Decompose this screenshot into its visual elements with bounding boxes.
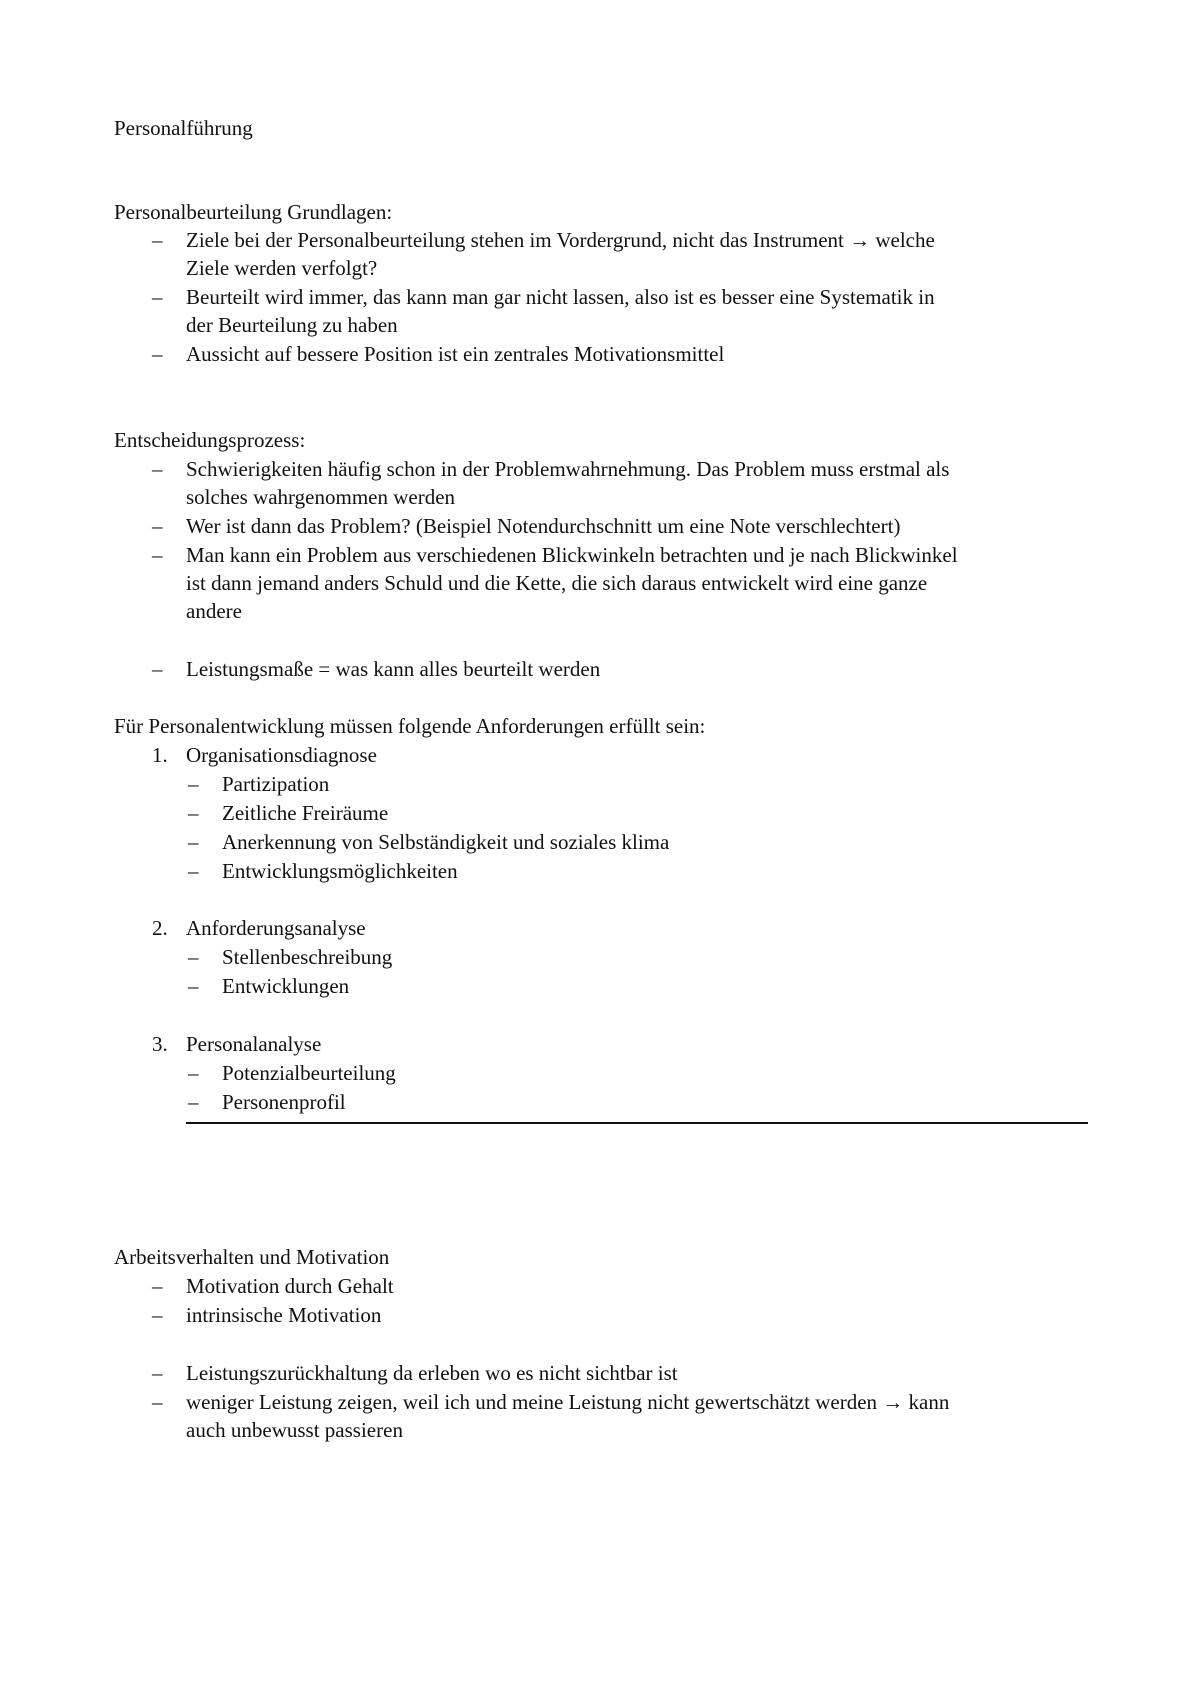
sub-bullet-text: Partizipation [222, 772, 330, 796]
sub-bullet-text: Potenzialbeurteilung [222, 1061, 396, 1085]
sub-bullet-text: Stellenbeschreibung [222, 945, 393, 969]
bullet-dash: – [152, 1390, 163, 1414]
bullet-dash: – [152, 1274, 163, 1298]
list-number: 2. [152, 916, 168, 940]
bullet-text-line: solches wahrgenommen werden [186, 485, 456, 509]
bullet-text-line: andere [186, 599, 242, 623]
bullet-text-line: auch unbewusst passieren [186, 1418, 403, 1442]
list-item-label: Organisationsdiagnose [186, 743, 377, 767]
bullet-text-line: Leistungsmaße = was kann alles beurteilt werden [186, 657, 601, 681]
section-heading-arbeitsverhalten: Arbeitsverhalten und Motivation [114, 1245, 390, 1269]
bullet-dash: – [152, 514, 163, 538]
section-heading-entscheidungsprozess: Entscheidungsprozess: [114, 428, 306, 452]
section-heading-personalentwicklung: Für Personalentwicklung müssen folgende Anforderungen erfüllt sein: [114, 714, 706, 738]
bullet-text-line: ist dann jemand anders Schuld und die Kette, die sich daraus entwickelt wird eine ganze [186, 571, 928, 595]
bullet-text-line: Ziele bei der Personalbeurteilung stehen im Vordergrund, nicht das Instrument → welche [186, 228, 935, 252]
section-heading-personalbeurteilung: Personalbeurteilung Grundlagen: [114, 200, 393, 224]
bullet-text-line: Beurteilt wird immer, das kann man gar nicht lassen, also ist es besser eine Systematik in [186, 285, 935, 309]
list-item-label: Personalanalyse [186, 1032, 322, 1056]
bullet-text-line: intrinsische Motivation [186, 1303, 382, 1327]
sub-bullet-text: Entwicklungen [222, 974, 350, 998]
sub-bullet-text: Zeitliche Freiräume [222, 801, 389, 825]
bullet-text-line: Wer ist dann das Problem? (Beispiel Notendurchschnitt um eine Note verschlechtert) [186, 514, 901, 538]
sub-bullet-dash: – [188, 772, 199, 796]
sub-bullet-dash: – [188, 945, 199, 969]
bullet-text-line: Man kann ein Problem aus verschiedenen Blickwinkeln betrachten und je nach Blickwinkel [186, 543, 958, 567]
bullet-dash: – [152, 228, 163, 252]
sub-bullet-dash: – [188, 1090, 199, 1114]
bullet-text-line: der Beurteilung zu haben [186, 313, 398, 337]
sub-bullet-dash: – [188, 859, 199, 883]
document-title: Personalführung [114, 116, 253, 140]
list-number: 3. [152, 1032, 168, 1056]
bullet-text-line: Leistungszurückhaltung da erleben wo es nicht sichtbar ist [186, 1361, 678, 1385]
sub-bullet-dash: – [188, 830, 199, 854]
bullet-text-line: weniger Leistung zeigen, weil ich und meine Leistung nicht gewertschätzt werden → kann [186, 1390, 950, 1414]
bullet-dash: – [152, 1303, 163, 1327]
bullet-dash: – [152, 342, 163, 366]
bullet-dash: – [152, 657, 163, 681]
bullet-dash: – [152, 1361, 163, 1385]
horizontal-divider [186, 1122, 1088, 1124]
bullet-text-line: Ziele werden verfolgt? [186, 256, 378, 280]
list-number: 1. [152, 743, 168, 767]
sub-bullet-text: Entwicklungsmöglichkeiten [222, 859, 458, 883]
bullet-text-line: Aussicht auf bessere Position ist ein zentrales Motivationsmittel [186, 342, 725, 366]
sub-bullet-text: Personenprofil [222, 1090, 346, 1114]
sub-bullet-dash: – [188, 974, 199, 998]
bullet-dash: – [152, 457, 163, 481]
bullet-text-line: Schwierigkeiten häufig schon in der Problemwahrnehmung. Das Problem muss erstmal als [186, 457, 950, 481]
sub-bullet-text: Anerkennung von Selbständigkeit und soziales klima [222, 830, 670, 854]
bullet-dash: – [152, 285, 163, 309]
list-item-label: Anforderungsanalyse [186, 916, 366, 940]
bullet-text-line: Motivation durch Gehalt [186, 1274, 394, 1298]
bullet-dash: – [152, 543, 163, 567]
sub-bullet-dash: – [188, 1061, 199, 1085]
sub-bullet-dash: – [188, 801, 199, 825]
